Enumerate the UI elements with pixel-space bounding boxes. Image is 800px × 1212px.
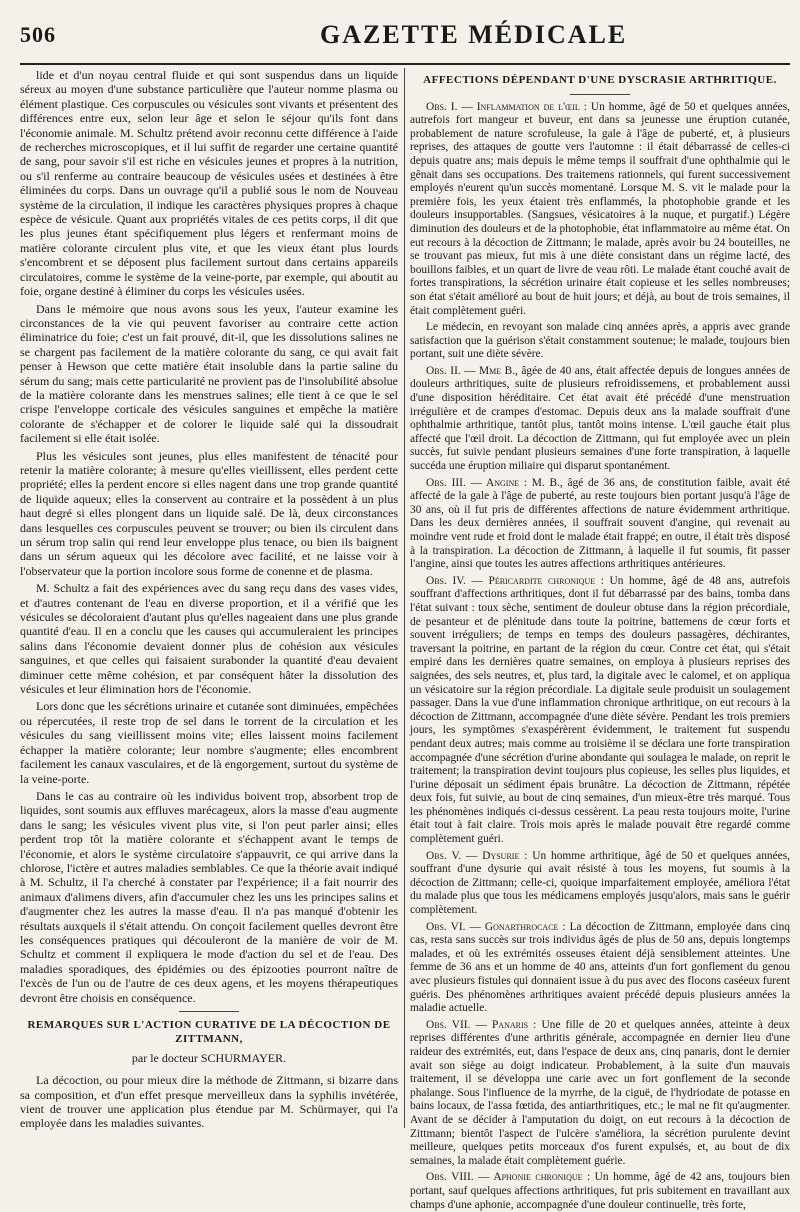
observation-text: Un homme arthritique, âgé de 50 et quelques années, souffrant d'une dysurie qui avait résisté à tous les moyens, fut soumis à la décoction de Zittmann; celle-ci, quoique imparfaitement employée, améliora l'état du malade plus que tous les médicamens employés jusqu'alors, mais sans le guérir complètement.: [410, 849, 790, 917]
observation-text: Un homme, âgé de 50 et quelques années, autrefois fort mangeur et buveur, ent dans sa jeunesse une éruption cutanée, probablement de nature scrofuleuse, la gale à l'âge de puberté, et, à plusieurs reprises, des attaques de goutte vers l'automne : il était débarrassé de celles-ci depuis quatre ans; mais depuis le même temps il souffrait d'une ophthalmie qui le gênait dans ses occupations. Des traitemens rationnels, qui furent successivement employés n'eurent qu'un succès momentané. Lorsque M. S. vit le malade pour la première fois, les yeux étaient très enflammés, la photophobie grande et les douleurs insupportables. (Sangsues, vésicatoires à la nuque, et purgatif.) Légère diminution des douleurs et de la photophobie, état inflammatoire au même état. On eut recours à la décoction de Zittmann; le malade, après avoir bu 24 bouteilles, ne se trouvant pas mieux, fut mis à une diète consistant dans un régime lacté, des bouillons faibles, et un quart de livre de veau rôti. Le malade étant couché avait de fortes transpirations, la sécrétion urinaire était copieuse et les selles nombreuses; son état s'était amélioré au bout de huit jours; et déjà, au bout de trois semaines, il était complètement guéri.: [410, 100, 790, 317]
observation-text: âgée de 40 ans, était affectée depuis de longues années de douleurs arthritiques, suite de plusieurs refroidissemens, et probablement aussi d'une disposition héréditaire. Cet état avait été précédé d'une menstruation irrégulière et de crampes d'estomac. Depuis deux ans la malade souffrait d'une ophthalmie arthritique, tantôt plus, tantôt moins intense. L'œil gauche était plus affecté que l'œil droit. La décoction de Zittmann, qui fut employée avec un plein succès, fut suivie pendant plusieurs semaines d'une forte transpiration, à laquelle succéda une éruption miliaire qui disparut spontanément.: [410, 364, 790, 473]
observation-title: Obs. V. — Dysurie :: [426, 849, 533, 862]
journal-title: GAZETTE MÉDICALE: [320, 20, 628, 49]
observation-title: Obs. VII. — Panaris :: [426, 1018, 542, 1031]
observation-paragraph: [410, 101, 790, 319]
observation-text: Un homme, âgé de 48 ans, autrefois souffrant d'affections arthritiques, dont il fut débarrassé par des bains, tomba dans l'état suivant : toux sèche, sentiment de douleur obtuse dans la région précordiale, de pesanteur et de plénitude dans toute la poitrine, battemens de cœur forts et souvent irréguliers; de temps en temps des douleurs passagères, déchirantes, traversant la poitrine, en partant de la région du cœur. Contre cet état, qui s'était empiré dans les dernières quatre semaines, on employa à plusieurs reprises des saignées, des sels neutres, et, plus tard, la digitale avec le calomel, et on appliqua un vésicatoire sur la région précordiale. La digitale seule produisit un soulagement passager. Dans la vue d'une inflammation chronique arthritique, on eut recours à la décoction de Zittmann, accompagnée d'une diète sévère. Pendant les trois premiers jours, les symptômes s'exaspérèrent évidemment, le traitement fut suspendu pendant deux autres; mais comme au troisième il se déclara une forte transpiration accompagnée d'une sécrétion d'urine abondante qui soulagea le malade, on reprit le traitement; la transpiration devint toujours plus copieuse, les selles plus liquides, et l'urine déposait un sédiment épais brunâtre. La décoction de Zittmann, répétée deux fois, fut suivie, au bout de cinq semaines, d'un mieux-être très marqué. Tous les phénomènes indiqués ci-dessus cessèrent. La peau resta toujours moite, l'urine était tout à fait claire. Trois mois après le malade pouvait être regardé comme complètement guéri.: [410, 574, 790, 846]
observations-list: [410, 101, 790, 1212]
page-number: 506: [20, 22, 56, 47]
observation-title: Obs. IV. — Péricardite chronique :: [426, 574, 610, 587]
observation-paragraph: [410, 1171, 790, 1212]
left-paragraph: M. Schultz a fait des expériences avec du sang reçu dans des vases vides, et d'autres contenant de l'eau en diverse proportion, et il a vérifié que les vésicules se décoloraient d'autant plus qu'elles nageaient dans une plus grande quantité d'eau. Il en a conclu que les causes qui accumuleraient les principes salins dans l'économie devaient donner plus de cohésion aux vésicules sanguines, et que celles qui faisaient surabonder la quantité d'eau devaient diminuer cette même cohésion, et par conséquent hâter la dissolution des vésicules et leur élimination hors de l'économie.: [20, 581, 398, 697]
observation-text: M. B., âgé de 36 ans, de constitution faible, avait été affecté de la gale à l'âge de puberté, au reste toujours bien portant jusqu'à l'âge de 30 ans, où il fut pris de différentes affections de nature évidemment arthritique. Dans les deux dernières années, il souffrait souvent d'angine, qui revenait au moindre vent rude et froid dont le malade était frappé; en outre, il était très disposé à la transpiration. La décoction de Zittmann, à laquelle il fut soumis, fit passer l'angine, ainsi que toutes les autres affections arthritiques antérieures.: [410, 476, 790, 571]
observation-paragraph: [410, 477, 790, 572]
observation-title: Obs. II. — Mme B.,: [426, 364, 522, 377]
section-title: REMARQUES SUR L'ACTION CURATIVE DE LA DÉCOCTION DE ZITTMANN,: [27, 1019, 391, 1046]
left-paragraph: lide et d'un noyau central fluide et qui sont suspendus dans un liquide séreux au moyen d'une substance particulière que l'auteur nomme plasma ou élément plastique. Ces corpuscules ou vésicules sont vivants et présentent des différences entre eux, selon leur âge et selon le séjour qu'ils font dans l'économie animale. M. Schultz prétend avoir reconnu cette différence à l'aide de recherches microscopiques, et il lui suffit de regarder une certaine quantité de sang, pour savoir s'il est riche en vésicules jeunes et propres à la nutrition, ou s'il renferme au contraire beaucoup de vésicules usées et destinées à être éliminées du corps. Dans un ouvrage qu'il a publié sous le nom de Nouveau système de la circulation, il indique les caractères physiques propres à chaque espèce de vésicule. Quant aux propriétés vitales de ces petits corps, il dit que les plus jeunes étant spécifiquement plus légers et renfermant moins de matière colorante circulent plus vite, et que les vieux étant plus lourds s'encombrent et se déposent plus facilement surtout dans certains appareils circulatoires, comme le système de la veine-porte, par exemple, qui aboutit au foie, organe destiné à éliminer du corps les vésicules usées.: [20, 68, 398, 299]
observation-text: Une fille de 20 et quelques années, atteinte à deux reprises différentes d'une arthritis générale, accompagnée en dernier lieu d'une raideur des extrémités, eut, dans l'espace de deux ans, cinq panaris, dont le dernier avait son siège au doigt indicateur. Probablement, à la suite d'un mauvais traitement, il se développa une carie avec un fort gonflement de la seconde phalange. Sous l'influence de la myrrhe, de la ciguë, de l'hydriodate de potasse en bains locaux, de l'assa fœtida, des antiarthritiques, etc.; le mal ne fit qu'augmenter. Avant de se décider à l'amputation du doigt, on eut recours à la décoction de Zittmann; bientôt l'aspect de l'ulcère s'améliora, la sécrétion purulente devint meilleure, quelques petits morceaux d'os furent expulsés, et, au bout de dix semaines, la malade était complètement guérie.: [410, 1018, 791, 1167]
section-rule: [179, 1011, 239, 1012]
right-column: [410, 68, 791, 1211]
observation-text: La décoction de Zittmann, employée dans cinq cas, resta sans succès sur trois individus âgés de plus de 50 ans, depuis longtemps malades, et où les extrémités osseuses étaient déjà sensiblement atteintes. Une femme de 36 ans et un homme de 40 ans, atteints d'un fort gonflement du genou avec plusieurs fistules qui donnaient issue à du pus avec des flocons caséeux furent guéris. Des phénomènes arthritiques avaient précédé depuis plusieurs années la maladie actuelle.: [410, 920, 790, 1015]
left-column: [20, 68, 398, 1131]
observation-paragraph: [410, 575, 790, 847]
observation-paragraph: [410, 1019, 790, 1169]
observation-title: Obs. VIII. — Aphonie chronique :: [426, 1171, 595, 1184]
left-paragraph: La décoction, ou pour mieux dire la méthode de Zittmann, si bizarre dans sa composition, et d'un effet presque merveilleux dans la syphilis invétérée, vient de trouver une application plus étendue par M. Schürmayer, qui l'a employée dans les maladies suivantes.: [20, 1073, 398, 1131]
observation-text: Le médecin, en revoyant son malade cinq années après, a appris avec grande satisfaction que la guérison s'était constamment soutenue; le malade, toujours bien portant, suit une diète sévère.: [410, 321, 790, 361]
section-title: AFFECTIONS DÉPENDANT D'UNE DYSCRASIE ARTHRITIQUE.: [423, 74, 777, 86]
page-header: [20, 20, 790, 60]
observation-text: Un homme, âgé de 42 ans, toujours bien portant, sauf quelques affections arthritiques, fut pris subitement en travaillant aux champs d'une aphonie, accompagnée d'une douleur continuelle, très forte,: [410, 1171, 790, 1211]
header-rule: [20, 63, 790, 65]
section-rule: [570, 94, 630, 95]
observation-title: Obs. I. — Inflammation de l'œil :: [426, 100, 591, 113]
observation-title: Obs. III. — Angine :: [426, 476, 532, 489]
section-author: par le docteur SCHURMAYER.: [131, 1050, 287, 1065]
left-paragraph: Dans le mémoire que nous avons sous les yeux, l'auteur examine les circonstances de la vie qui peuvent favoriser au contraire cette action éliminatrice du foie; c'est un fait prouvé, dit-il, que les dissolutions salines ne se chargent pas facilement de la matière colorante du sang, ce qui avait fait penser à Hewson que cette matière était insoluble dans la partie saline du sérum du sang; mais cette particularité ne provient pas de l'insolubilité absolue de la matière colorante dans les menstrues salines; elle tient à ce que le sel crispe l'enveloppe corticale des vésicules sanguines et empêche la matière colorante de s'échapper et de colorer le liquide salé qui la dissoudrait facilement si elle était isolée.: [20, 301, 398, 446]
observation-paragraph: [410, 365, 790, 474]
observation-paragraph: [410, 321, 790, 362]
observation-paragraph: [410, 921, 790, 1016]
column-divider: [404, 68, 405, 1128]
observation-title: Obs. VI. — Gonarthrocace :: [426, 920, 570, 933]
observation-paragraph: [410, 850, 790, 918]
left-paragraph: Lors donc que les sécrétions urinaire et cutanée sont diminuées, empêchées ou répercutées, il reste trop de sel dans le torrent de la circulation et les vésicules du sang vieillissent moins vite; elles laissent moins facilement échapper la matière colorante; leur nombre s'augmente; elles encombrent facilement les canaux vasculaires, et de là engorgement, surtout du système de la veine-porte.: [20, 699, 398, 786]
left-paragraph: Dans le cas au contraire où les individus boivent trop, absorbent trop de liquides, sont soumis aux effluves marécageux, alors la masse d'eau augmente dans le sang; les vésicules vivent plus vite, si l'on peut parler ainsi; elles perdent trop tôt la matière colorante et s'échappent avant le temps de l'économie, et alors le système circulatoire s'appauvrit, ce qui arrive dans la chlorose, l'ictère et autres maladies semblables. Ce que la théorie avait indiqué à M. Schultz, il l'a cherché à constater par l'expérience; il a fait nourrir des animaux d'alimens divers, afin d'accumuler chez les uns les principes salins et d'augmenter chez les autres la masse d'eau. Il n'a pas manqué d'obtenir les résultats auxquels il s'était attendu. On conçoit facilement quelles devront être les conséquences pratiques qui découleront de la manière de voir de M. Schultz et comment il expliquera le mode d'action du sel et de l'eau. Des maladies sporadiques, des épidémies ou des épizooties pourront naître de l'excès de l'un ou de l'autre de ces deux agens, et les moyens thérapeutiques devront être choisis en conséquence.: [20, 788, 398, 1005]
left-paragraph: Plus les vésicules sont jeunes, plus elles manifestent de ténacité pour retenir la matière colorante; à mesure qu'elles vieillissent, elles perdent cette propriété; elles la perdent encore si elles nagent dans une trop grande quantité de liquide aqueux; elles la conservent au contraire et la possèdent à un plus haut degré si elles plongent dans un liquide salé. De là, deux circonstances dans lesquelles ces corpuscules peuvent se trouver; ou bien ils circulent dans un sérum trop salin qui rend leur enveloppe plus tenace, ou bien ils baignent dans un sérum aqueux qui les décolore avec facilité, et ne laisse voir à l'observateur que la portion incolore sous forme de conenne et de plasma.: [20, 448, 398, 578]
